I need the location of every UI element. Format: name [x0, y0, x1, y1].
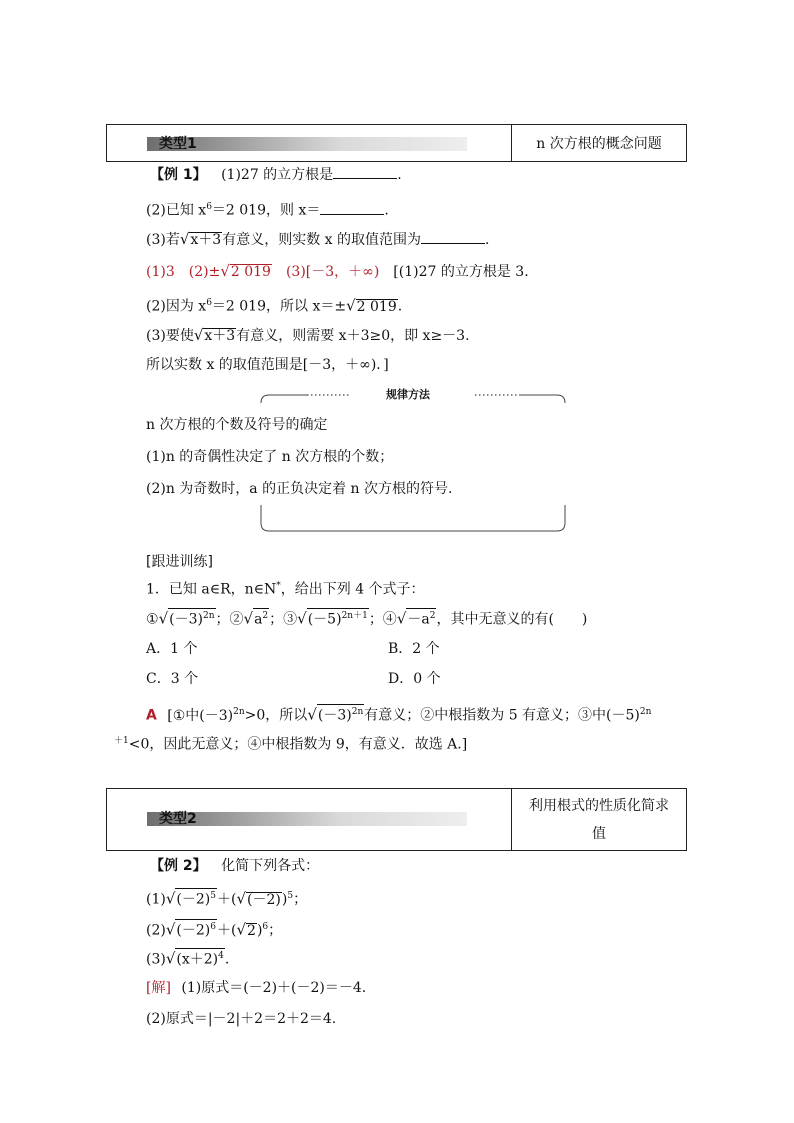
answer-blank [320, 214, 384, 215]
example2-solution1: [解] (1)原式＝(－2)＋(－2)＝－4. [146, 980, 367, 996]
practice-question: 1．已知 a∈R，n∈N*，给出下列 4 个式子： [146, 581, 425, 598]
practice-answer-line2: $^{+1}$<0，因此无意义；④中根指数为 9，有意义．故选 A.] [114, 736, 468, 753]
type2-title-line1: 利用根式的性质化简求 [529, 798, 669, 814]
practice-answer-line1: A [①中$(-3)^{2n}>0$，所以$√(-3)^{2n}$有意义；②中根指数为 5 有意义；③中$(-5)^{2n}$ [146, 705, 652, 724]
example1-answer [146, 262, 529, 281]
method-line3: (2)n 为奇数时，a 的正负决定着 n 次方根的符号. [146, 481, 453, 497]
type1-header-box [106, 124, 687, 162]
example1-solution4: 所以实数 x 的取值范围是[－3，＋∞)．] [146, 357, 389, 373]
method-line2: (1)n 的奇偶性决定了 n 次方根的个数； [146, 449, 394, 465]
radical-sign: √ [179, 230, 190, 248]
option-b: B．2 个 [388, 641, 440, 657]
example1-solution2: (2)因为 $x^6=2$ 019，所以 x＝±√2 019. [146, 296, 403, 315]
solution-tag: [解] [146, 980, 171, 996]
option-d: D．0 个 [388, 671, 441, 687]
type2-header-box [106, 788, 687, 851]
method-line1: n 次方根的个数及符号的确定 [146, 417, 328, 433]
type1-title: n 次方根的概念问题 [536, 136, 662, 152]
option-a: A．1 个 [146, 641, 198, 657]
type2-label: 类型2 [159, 811, 197, 827]
example2-item1: $(1)√(-2)^5+(√(-2))^5$； [146, 889, 308, 908]
answer-letter: A [146, 707, 157, 724]
example1-tag: 【例 1】 [150, 167, 207, 183]
example1-question3: (3)若√x＋3有意义，则实数 x 的取值范围为 . [146, 230, 490, 248]
option-c: C．3 个 [146, 671, 199, 687]
example1-question1: 【例 1】 (1)27 的立方根是 . [150, 167, 402, 183]
answer-explanation: [(1)27 的立方根是 3. [379, 264, 529, 280]
example2-tag: 【例 2】 [150, 858, 207, 874]
example1-q1-text: (1)27 的立方根是 [221, 167, 334, 183]
example1-question2: (2)已知 $x^6=2$ 019，则 x＝ . [146, 202, 389, 219]
example2-item3: $(3)√(x+2)^4$. [146, 949, 230, 968]
practice-expressions: $①√(-3)^{2n}$；$②√a^2$；$③√(-5)^{2n+1}$；$④√-a^2$，其中无意义的有( ) [146, 609, 588, 628]
answer-blank [333, 178, 397, 179]
answer-key: (1)3 (2)±√2 019 (3)[－3，＋∞) [146, 262, 380, 280]
example1-solution3: (3)要使√x＋3有意义，则需要 x＋3≥0，即 x≥－3. [146, 326, 470, 344]
practice-heading: [跟进训练] [146, 554, 213, 570]
radicand: x＋3 [190, 232, 222, 248]
answer-blank [421, 243, 485, 244]
example2-header: 【例 2】 化简下列各式： [150, 858, 320, 874]
example2-solution2: (2)原式＝|－2|＋2＝2＋2＝4. [146, 1011, 337, 1027]
method-box-title: 规律方法 [382, 386, 434, 402]
example2-item2: $(2)√(-2)^6+(√2)^6$； [146, 920, 283, 939]
type2-title-line2: 值 [592, 826, 606, 842]
type1-label: 类型1 [159, 136, 197, 152]
